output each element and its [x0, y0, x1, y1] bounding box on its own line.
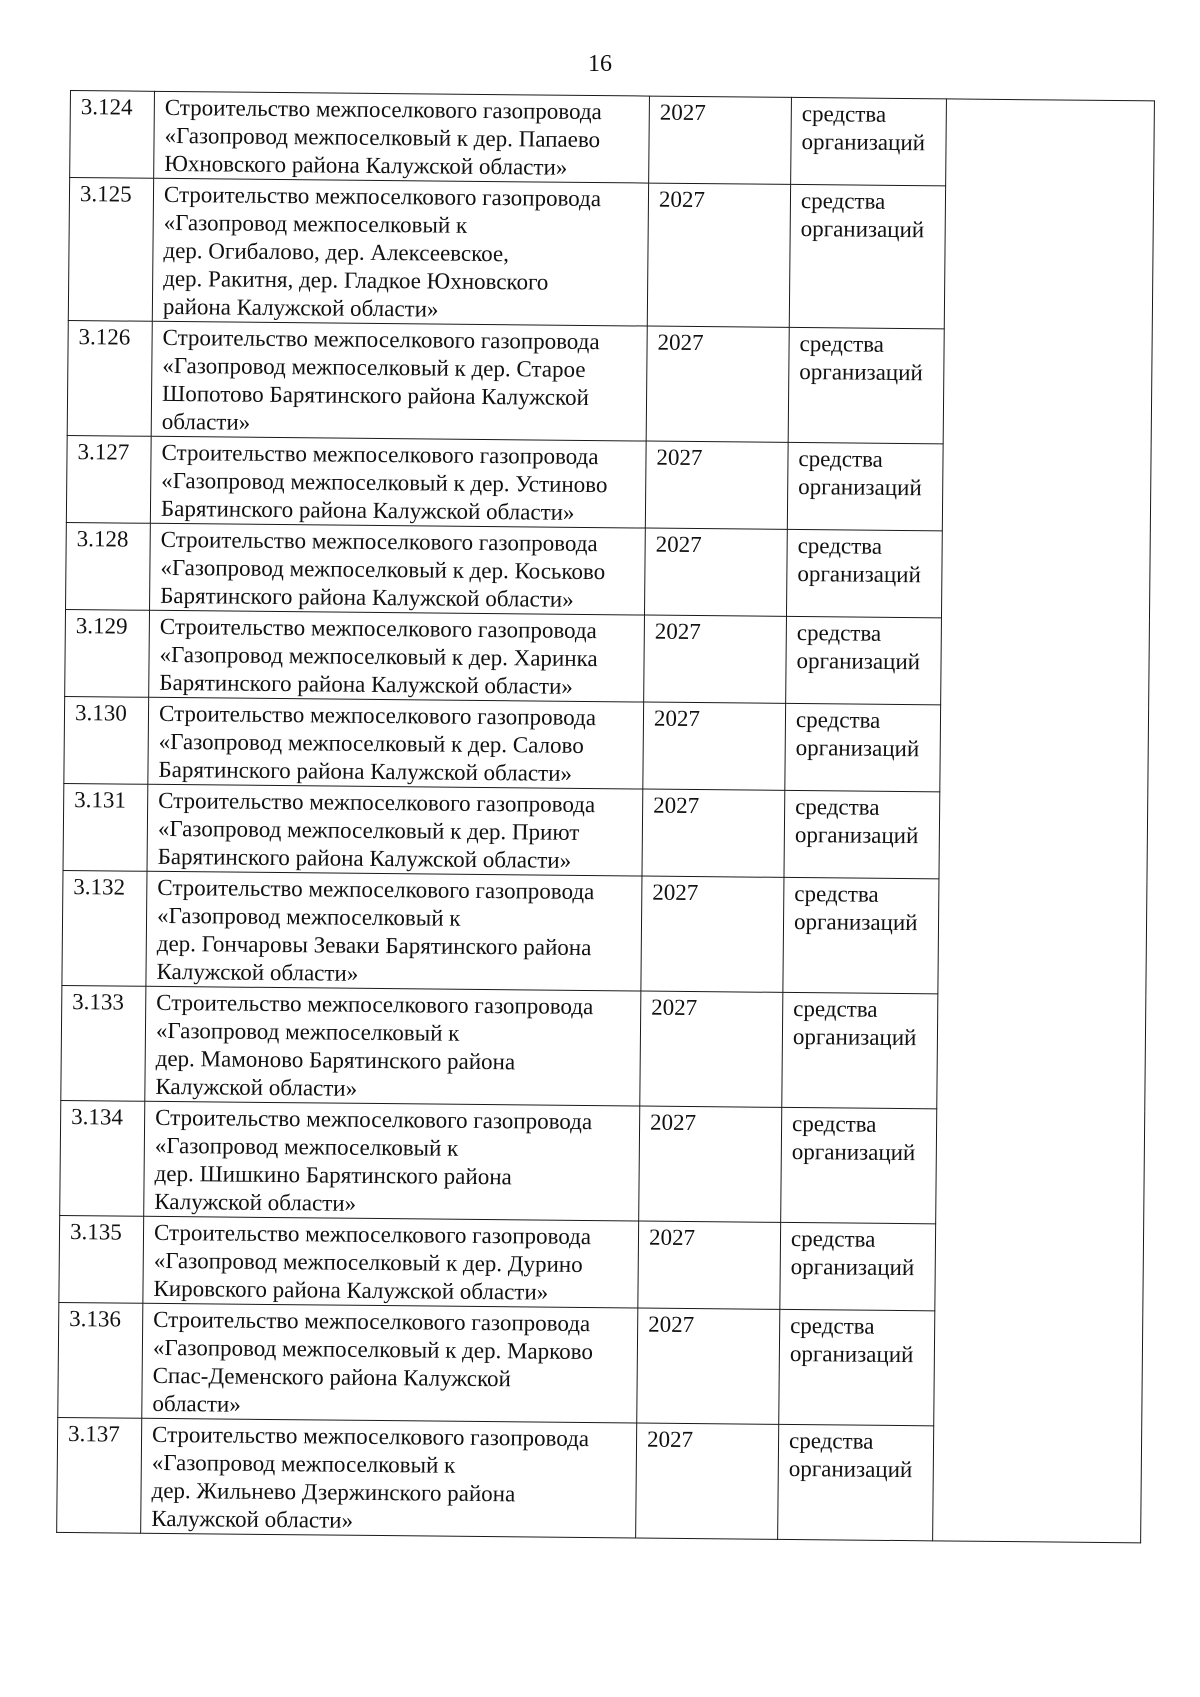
- item-number: 3.137: [57, 1417, 142, 1533]
- item-number: 3.124: [70, 91, 155, 179]
- page-number: 16: [588, 51, 612, 77]
- description-line: «Газопровод межпоселковый к дер. Папаево: [164, 122, 601, 153]
- item-number: 3.130: [64, 696, 149, 784]
- description-line: Юхновского района Калужской области»: [164, 150, 568, 180]
- funding-source-line: средства: [795, 706, 881, 733]
- funding-source-line: организаций: [796, 648, 921, 675]
- completion-year: 2027: [636, 1423, 779, 1539]
- table-row: [58, 1302, 1143, 1427]
- completion-year: 2027: [646, 326, 789, 442]
- funding-source-line: организаций: [789, 1340, 914, 1368]
- funding-source-line: организаций: [792, 1023, 917, 1051]
- funding-source: [786, 529, 942, 617]
- funding-source-line: организаций: [790, 1253, 915, 1281]
- funding-source: [786, 616, 942, 704]
- funding-source-line: организаций: [791, 1138, 916, 1166]
- description-line: «Газопровод межпоселковый к дер. Приют: [157, 815, 580, 845]
- description-line: Калужской области»: [154, 1188, 357, 1216]
- item-number: 3.128: [66, 522, 151, 610]
- completion-year: 2027: [641, 876, 784, 992]
- project-description: [152, 178, 648, 326]
- description-line: Шопотово Барятинского района Калужской: [161, 380, 590, 410]
- project-description: [143, 1216, 639, 1308]
- description-line: Спас-Деменского района Калужской: [152, 1362, 511, 1392]
- funding-source: [789, 184, 945, 328]
- completion-year: 2027: [637, 1308, 780, 1424]
- item-number: 3.129: [65, 609, 150, 697]
- table-row: [64, 696, 1149, 793]
- description-line: дер. Шишкино Барятинского района: [154, 1160, 512, 1190]
- description-line: «Газопровод межпоселковый к: [154, 1132, 459, 1161]
- item-number: 3.133: [61, 985, 146, 1101]
- completion-year: 2027: [647, 183, 790, 327]
- table-row: [57, 1417, 1142, 1542]
- description-line: «Газопровод межпоселковый к дер. Коськово: [160, 554, 606, 585]
- funding-source-line: средства: [797, 533, 883, 559]
- empty-cell: [939, 792, 1148, 881]
- empty-cell: [940, 705, 1149, 794]
- table-row: [65, 609, 1150, 706]
- description-line: дер. Гончаровы Зеваки Барятинского района: [156, 930, 592, 961]
- description-line: «Газопровод межпоселковый к: [155, 1017, 460, 1046]
- completion-year: 2027: [638, 1221, 781, 1309]
- project-description: [147, 784, 643, 876]
- table-row: [60, 1100, 1145, 1225]
- funding-source-line: средства: [799, 331, 885, 357]
- empty-cell: [936, 1109, 1145, 1226]
- funding-source: [783, 877, 939, 993]
- funding-source-line: средства: [798, 446, 883, 472]
- description-line: Барятинского района Калужской области»: [158, 756, 573, 786]
- funding-source-line: средства: [794, 880, 879, 907]
- description-line: Барятинского района Калужской области»: [160, 495, 575, 525]
- item-number: 3.134: [60, 1100, 145, 1216]
- funding-source: [780, 1222, 936, 1310]
- empty-cell: [935, 1224, 1144, 1313]
- item-number: 3.132: [62, 870, 147, 986]
- table-body: [57, 91, 1155, 1543]
- description-line: «Газопровод межпоселковый к дер. Дурино: [153, 1247, 583, 1277]
- empty-cell: [934, 1311, 1143, 1428]
- funding-source-line: средства: [793, 995, 878, 1022]
- item-number: 3.125: [68, 178, 153, 322]
- description-line: Строительство межпоселкового газопровода: [159, 613, 597, 644]
- project-description: [145, 986, 641, 1106]
- funding-source-line: организаций: [794, 821, 919, 849]
- description-line: Строительство межпоселкового газопровода: [153, 1219, 592, 1250]
- funding-source-line: средства: [790, 1312, 875, 1339]
- funding-source: [791, 97, 947, 185]
- table-row: [66, 435, 1151, 532]
- funding-source-line: организаций: [798, 474, 922, 501]
- empty-cell: [946, 99, 1155, 188]
- empty-cell: [937, 994, 1146, 1111]
- empty-cell: [941, 618, 1150, 707]
- project-description: [148, 697, 644, 789]
- description-line: Калужской области»: [156, 958, 359, 986]
- funding-source-line: организаций: [800, 216, 925, 243]
- funding-source-line: организаций: [797, 561, 921, 588]
- funding-source-line: организаций: [799, 359, 923, 386]
- description-line: района Калужской области»: [162, 293, 439, 322]
- item-number: 3.135: [59, 1215, 144, 1303]
- table-row: [63, 783, 1148, 880]
- description-line: «Газопровод межпоселковый к дер. Салово: [158, 728, 584, 758]
- description-line: Барятинского района Калужской области»: [159, 669, 573, 699]
- funding-source: [779, 1309, 935, 1425]
- description-line: Строительство межпоселкового газопровода: [163, 181, 602, 212]
- project-description: [150, 523, 646, 615]
- funding-source: [782, 992, 938, 1108]
- empty-cell: [943, 329, 1152, 446]
- description-line: дер. Огибалово, дер. Алексеевское,: [163, 237, 510, 267]
- description-line: «Газопровод межпоселковый к: [151, 1449, 456, 1478]
- item-number: 3.126: [67, 320, 152, 436]
- description-line: Кировского района Калужской области»: [153, 1275, 549, 1305]
- description-line: Калужской области»: [151, 1505, 354, 1533]
- completion-year: 2027: [644, 615, 787, 703]
- description-line: «Газопровод межпоселковый к: [156, 902, 461, 931]
- funding-source: [788, 327, 944, 443]
- description-line: области»: [152, 1390, 241, 1417]
- item-number: 3.136: [58, 1302, 143, 1418]
- funding-source: [787, 442, 943, 530]
- description-line: дер. Жильнево Дзержинского района: [151, 1477, 516, 1507]
- table-row: [62, 870, 1147, 995]
- completion-year: 2027: [643, 702, 786, 790]
- table-row: [61, 985, 1146, 1110]
- empty-cell: [944, 186, 1153, 331]
- project-description: [146, 871, 642, 991]
- table-row: [66, 522, 1151, 619]
- completion-year: 2027: [645, 441, 788, 529]
- project-description: [149, 610, 645, 702]
- project-description: [151, 321, 647, 441]
- empty-cell: [938, 879, 1147, 996]
- completion-year: 2027: [640, 991, 783, 1107]
- empty-cell: [933, 1426, 1142, 1543]
- item-number: 3.131: [63, 783, 148, 871]
- description-line: «Газопровод межпоселковый к дер. Харинка: [159, 641, 598, 672]
- description-line: «Газопровод межпоселковый к дер. Устиново: [161, 467, 608, 498]
- description-line: Строительство межпоселкового газопровода: [164, 94, 602, 125]
- funding-source: [784, 790, 940, 878]
- description-line: Строительство межпоселкового газопровода: [156, 989, 594, 1020]
- description-line: дер. Ракитня, дер. Гладкое Юхновского: [163, 265, 549, 295]
- funding-source-line: средства: [790, 1225, 876, 1252]
- funding-source-line: средства: [796, 620, 882, 646]
- completion-year: 2027: [642, 789, 785, 877]
- description-line: Строительство межпоселкового газопровода: [158, 787, 596, 818]
- funding-source-line: организаций: [793, 908, 918, 936]
- completion-year: 2027: [649, 96, 792, 184]
- description-line: Барятинского района Калужской области»: [160, 582, 574, 612]
- project-description: [154, 91, 650, 183]
- description-line: Строительство межпоселкового газопровода: [161, 439, 599, 470]
- completion-year: 2027: [644, 528, 787, 616]
- description-line: Калужской области»: [155, 1073, 358, 1101]
- description-line: Барятинского района Калужской области»: [157, 843, 572, 873]
- gas-pipeline-table: [56, 90, 1155, 1543]
- table-row: [67, 320, 1152, 445]
- empty-cell: [942, 444, 1151, 533]
- funding-source: [785, 703, 941, 791]
- funding-source-line: средства: [795, 793, 880, 820]
- description-line: «Газопровод межпоселковый к дер. Старое: [162, 352, 586, 382]
- funding-source-line: средства: [788, 1427, 874, 1454]
- description-line: дер. Мамоново Барятинского района: [155, 1045, 516, 1075]
- description-line: Строительство межпоселкового газопровода: [153, 1306, 591, 1337]
- funding-source: [781, 1107, 937, 1223]
- funding-source-line: средства: [791, 1110, 877, 1137]
- project-description: [142, 1303, 638, 1423]
- description-line: «Газопровод межпоселковый к: [163, 209, 468, 238]
- funding-source-line: средства: [800, 188, 886, 214]
- description-line: Строительство межпоселкового газопровода: [155, 1104, 593, 1135]
- description-line: «Газопровод межпоселковый к дер. Марково: [152, 1334, 594, 1365]
- description-line: Строительство межпоселкового газопровода: [160, 526, 598, 557]
- description-line: Строительство межпоселкового газопровода: [158, 700, 597, 731]
- description-line: Строительство межпоселкового газопровода: [157, 874, 595, 905]
- description-line: Строительство межпоселкового газопровода: [151, 1421, 590, 1452]
- completion-year: 2027: [639, 1106, 782, 1222]
- project-description: [144, 1101, 640, 1221]
- table-row: [59, 1215, 1144, 1312]
- funding-source-line: организаций: [795, 734, 920, 762]
- description-line: области»: [161, 408, 251, 435]
- project-description: [150, 436, 646, 528]
- funding-source: [778, 1424, 934, 1540]
- funding-source-line: организаций: [788, 1455, 913, 1483]
- funding-source-line: средства: [801, 101, 887, 127]
- description-line: Строительство межпоселкового газопровода: [162, 324, 600, 355]
- funding-source-line: организаций: [801, 129, 926, 156]
- project-description: [141, 1418, 637, 1538]
- table-row: [68, 178, 1153, 331]
- table-row: [70, 91, 1155, 188]
- item-number: 3.127: [66, 435, 151, 523]
- empty-cell: [941, 531, 1150, 620]
